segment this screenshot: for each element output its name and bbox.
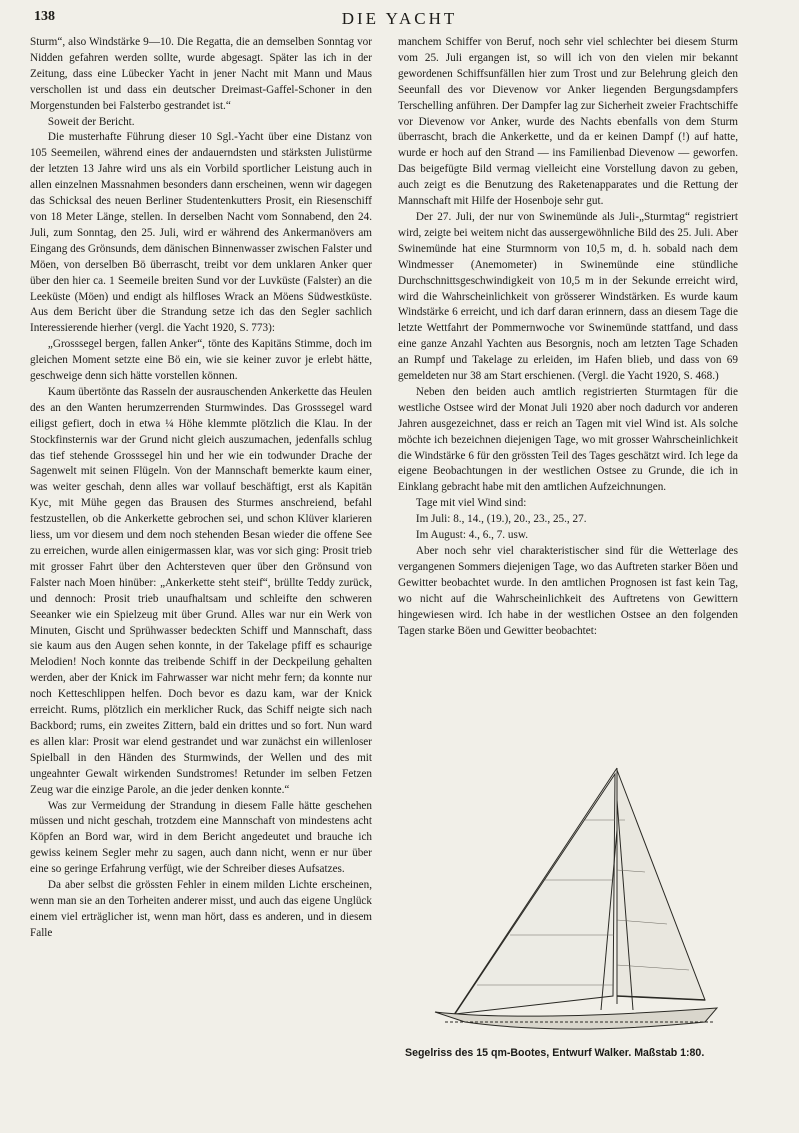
jib — [455, 774, 615, 1014]
paragraph: Die musterhafte Führung dieser 10 Sgl.-Yacht über eine Distanz von 105 Seemeilen, während eines der andauerndsten und stärksten Julistürme der letzten 13 Jahre wird uns als ein Vorbild sportlicher Leistung auch in allen einzelnen Massnahmen besonders dann erscheinen, wenn wir dagegen das Schicksal des neuen Berliner Studentenkutters Prosit, ein Riesenschiff von 18 Meter Länge, stellen. In derselben Nacht vom Sonnabend, den 24. Juli, zum Sonntag, den 25. Juli, wird er während des Ankermanövers am Eingang des Grönsunds, dem dänischen Binnenwasser zwischen Falster und Möen, von derselben Bö überrascht, treibt vor dem unklaren Anker quer über den hier ca. 1 Seemeile breiten Sund vor der Luvküste (Falster) an die Leeküste (Möen) und endigt als hilfloses Wrack an Möens Südwestküste. Aus dem Bericht über die Strandung setze ich das den Segler sachlich Interessierende hierher (vergl. die Yacht 1920, S. 773): — [30, 131, 372, 335]
running-head: DIE YACHT — [341, 9, 458, 28]
right-column — [398, 35, 738, 639]
mainsail — [617, 770, 705, 1000]
list-heading: Tage mit viel Wind sind: — [415, 497, 527, 510]
left-column — [30, 35, 372, 942]
paragraph: Da aber selbst die grössten Fehler in einem milden Lichte erscheinen, wenn man sie an den Torheiten anderer misst, und auch das eigene Unglück einem viel erträglicher ist, wenn man hört, dass es anderen, und in diesem Falle — [30, 879, 372, 939]
sail-plan-svg — [405, 760, 725, 1042]
paragraph: Neben den beiden auch amtlich registrierten Sturmtagen für die westliche Ostsee wird der Monat Juli 1920 aber noch dadurch vor anderen Jahren ausgezeichnet, dass er reich an Tagen mit viel Wind ist. Als solche möchte ich bezeichnen diejenigen Tage, wo mit grosser Wahrscheinlichkeit die Windstärke 6 für den grössten Teil des Tages geschätzt wird. Ich lege da eigene Beobachtungen in der westlichen Ostsee zu Grunde, die ich in Einklang gebracht habe mit den amtlichen Aufzeichnungen. — [398, 385, 738, 494]
list-item: Im Juli: 8., 14., (19.), 20., 23., 25., 27. — [415, 513, 587, 526]
page-number: 138 — [34, 9, 55, 24]
sail-plan-drawing — [405, 760, 725, 1042]
paragraph: „Grosssegel bergen, fallen Anker“, tönte des Kapitäns Stimme, doch im gleichen Moment setzte eine Bö ein, wie sie keiner zuvor je erlebt hätte, geschweige denn sich hätte vorstellen können. — [30, 338, 372, 383]
paragraph: Aber noch sehr viel charakteristischer sind für die Wetterlage des vergangenen Sommers diejenigen Tage, wo das Auftreten starker Böen und Gewitter beobachtet wurde. In den amtlichen Prognosen ist fast kein Tag, wo nicht auf die Wahrscheinlichkeit des Auftretens von Gewittern hingewiesen wird. Ich habe in der westlichen Ostsee an den folgenden Tagen starke Böen und Gewitter beobachtet: — [398, 545, 738, 637]
paragraph: Was zur Vermeidung der Strandung in diesem Falle hätte geschehen müssen und nicht geschah, trotzdem eine Mannschaft von mindestens acht Köpfen an Bord war, wird in dem Bericht angedeutet und brauche ich gewiss keinem Segler mehr zu sagen, auch dann nicht, wenn er nur über eine so geringe Erfahrung verfügt, wie der Schreiber dieses Aufsatzes. — [30, 799, 372, 876]
paragraph: Kaum übertönte das Rasseln der ausrauschenden Ankerkette das Heulen des an den Wanten herumzerrenden Sturmwindes. Das Grosssegel ward eiligst gefiert, doch in etwa ¼ Höhe klemmte plötzlich die Klau. In der Stockfinsternis war der Grund nicht gleich auszumachen, jedenfalls schlug das tief stehende Grosssegel hin und her wie ein todwunder Drache der Sagenwelt mit seinen Flügeln. Von der Mannschaft bemerkte kaum einer, was weiter geschah, denn alles war vollauf beschäftigt, erst als Kapitän Kyc, mit Mühe gegen das Brausen des Sturmes anschreiend, befahl festzustellen, ob die Ankerkette gebrochen sei, und schon Klüver klarieren liess, um vor diesem und dem noch stehenden Besan wieder die offene See zu erreichen, wurde allen einigermassen klar, was vor sich ging: Prosit trieb mit grosser Fahrt über den Achtersteven quer über den Grönsund von Falster nach Moen hinüber: „Ankerkette steht steif“, brüllte Teddy zurück, und dennoch: Prosit trieb unaufhaltsam und schleifte den schweren Seeanker wie ein Spielzeug mit über Grund. Alles war nur ein Werk von Minuten, Gischt und Sprühwasser bedeckten Schiff und Mannschaft, dass sie kaum aus den Augen sehen konnte, in der Takelage pfiff es schaurige Melodien! Noch konnte das treibende Schiff in der Deckpeilung gehalten werden, aber der Knick im Fahrwasser war nicht mehr fern; da konnte nur noch Ketteschlippen helfen. Doch bevor es dazu kam, war der Knick erreicht. Rums, plötzlich ein merklicher Ruck, das Schiff neigte sich nach Backbord; rums, ein zweites Zittern, bald ein drittes und so fort. Nun ward es allen klar: Prosit war elend gestrandet und war zunächst ein willenloser Spielball in den Händen des Sturmwinds, der Wellen und des mit ungeahnter Gewalt wirkenden Sundstromes! Retunder im selben Fetzen Zeug war die einzige Parole, an die jeder denken konnte.“ — [30, 385, 372, 796]
paragraph: Der 27. Juli, der nur von Swinemünde als Juli-„Sturmtag“ registriert wird, zeigte bei weitem nicht das aussergewöhnliche Bild des 25. Juli. Aber Swinemünde hat eine Sturmnorm von 10,5 m, d. h. sobald nach dem Windmesser (Anemometer) in Swinemünde eine stündliche Durchschnittsgeschwindigkeit von 10,5 m in der Sekunde erreicht wird, wird die Wahrscheinlichkeit von grösserer Windstärken. Es wurde kaum Windstärke 6 erreicht, und ich darf daran erinnern, dass an diesem Tage die letzte Wettfahrt der Pommernwoche vor Swinemünde stattfand, und dass eine ganze Anzahl Yachten aus Besorgnis, noch am letzten Tage Schaden an Rumpf und Takelage zu erleiden, im Hafen blieb, und dass von 69 gemeldeten nur 38 am Start erschienen. (Vergl. die Yacht 1920, S. 468.) — [398, 210, 738, 383]
list-item: Im August: 4., 6., 7. usw. — [415, 529, 528, 542]
paragraph: Sturm“, also Windstärke 9—10. Die Regatta, die an demselben Sonntag vor Nidden gefahren werden sollte, wurde abgesagt. Später las ich in der Zeitung, dass eine Lübecker Yacht in jener Nacht mit Mann und Maus verschollen ist und dass ein deutscher Dreimast-Gaffel-Schoner in den Morgenstunden bei Falsterbo gestrandet ist.“ — [30, 36, 372, 112]
paragraph: manchem Schiffer von Beruf, noch sehr viel schlechter bei diesem Sturm vom 25. Juli ergangen ist, so will ich von den vielen mir bekannt gewordenen Schiffsunfällen hier zum Trost und zur Belehrung gleich den Seeunfall des vor Dievenow vor Anker liegenden Bergungsdampfers Terschelling anführen. Der Dampfer lag zur Sicherheit zweier Frachtschiffe vor Dievenow vor Anker, wurde des Nachts ebenfalls von dem Sturm überrascht, brach die Ankerkette, und da er keinen Dampf (!) auf hatte, wurde er hoch auf den Strand — ins Familienbad Dievenow — geworfen. Das beigefügte Bild vermag vielleicht eine Vorstellung davon zu geben, auch zeigt es die Benutzung des Raketenapparates und die Rettung der Mannschaft mit Hilfe der Hosenboje sehr gut. — [398, 36, 738, 208]
paragraph: Soweit der Bericht. — [47, 115, 135, 128]
figure-caption: Segelriss des 15 qm-Bootes, Entwurf Walker. Maßstab 1:80. — [405, 1047, 705, 1059]
